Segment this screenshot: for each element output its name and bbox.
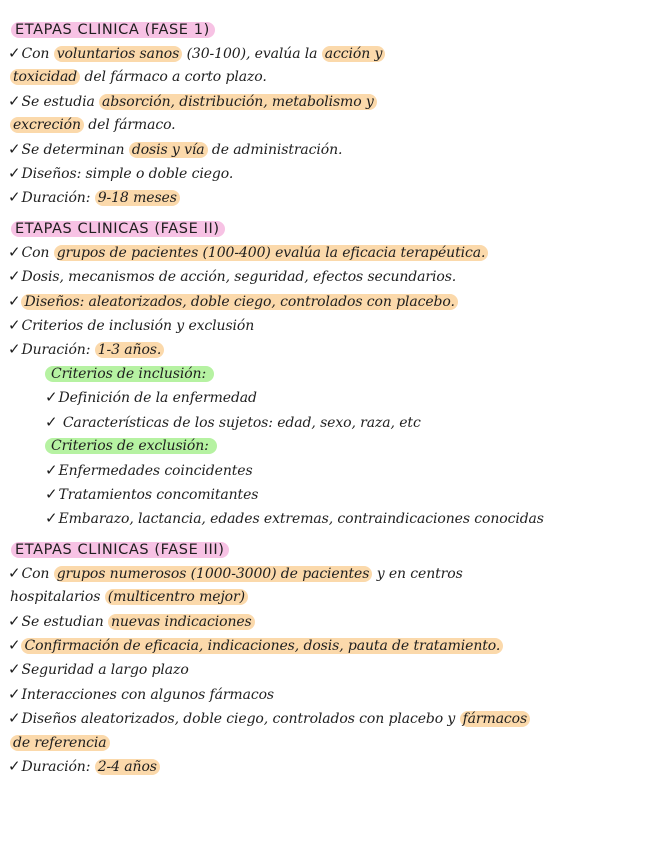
note-text: Criterios de inclusión y exclusión: [21, 318, 255, 335]
highlighted-text: acción y: [322, 46, 386, 62]
highlighted-text: de referencia: [10, 735, 110, 751]
phase-heading-text: ETAPAS CLINICAS (FASE II): [11, 221, 225, 237]
checkmark-icon: ✓: [8, 91, 21, 110]
highlighted-text: nuevas indicaciones: [108, 614, 255, 630]
note-line: [45, 435, 640, 458]
note-text: Duración:: [21, 190, 95, 207]
phase-heading: [11, 219, 640, 239]
note-line: [8, 314, 640, 338]
note-line: [8, 90, 640, 114]
checkmark-icon: ✓: [8, 188, 21, 207]
phase-section: [0, 219, 640, 532]
checkmark-icon: ✓: [45, 460, 58, 479]
checkmark-icon: ✓: [8, 291, 21, 310]
note-line: [8, 162, 640, 186]
highlighted-text: (multicentro mejor): [105, 589, 248, 605]
highlighted-text: Diseños: aleatorizados, doble ciego, controlados con placebo.: [21, 294, 457, 310]
note-line: [10, 732, 640, 755]
note-text: y en centros: [372, 565, 463, 582]
note-text: Duración:: [21, 758, 95, 775]
checkmark-icon: ✓: [8, 139, 21, 158]
criteria-label: Criterios de inclusión:: [45, 366, 214, 382]
highlighted-text: 2-4 años: [95, 759, 160, 775]
note-text: del fármaco a corto plazo.: [80, 69, 267, 86]
note-text: Diseños aleatorizados, doble ciego, controlados con placebo y: [21, 711, 460, 728]
note-line: [10, 66, 640, 89]
note-line: [45, 411, 640, 435]
note-line: [8, 683, 640, 707]
note-text: Con: [21, 244, 54, 261]
note-text: Dosis, mecanismos de acción, seguridad, efectos secundarios.: [21, 269, 457, 286]
checkmark-icon: ✓: [45, 509, 58, 528]
checkmark-icon: ✓: [8, 635, 21, 654]
note-text: Se estudian: [21, 613, 108, 630]
highlighted-text: voluntarios sanos: [54, 46, 183, 62]
checkmark-icon: ✓: [8, 756, 21, 775]
checkmark-icon: ✓: [8, 709, 21, 728]
note-line: [45, 386, 640, 410]
notes-page: [0, 14, 640, 787]
note-line: [8, 610, 640, 634]
note-text: del fármaco.: [83, 117, 176, 134]
highlighted-text: Confirmación de eficacia, indicaciones, dosis, pauta de tratamiento.: [21, 638, 503, 654]
checkmark-icon: ✓: [8, 242, 21, 261]
note-line: [8, 265, 640, 289]
note-text: Con: [21, 565, 54, 582]
checkmark-icon: ✓: [45, 412, 58, 431]
highlighted-text: dosis y vía: [129, 142, 208, 158]
criteria-label: Criterios de exclusión:: [45, 438, 217, 454]
note-line: [8, 338, 640, 362]
note-line: [8, 634, 640, 658]
note-text: Seguridad a largo plazo: [21, 662, 189, 679]
checkmark-icon: ✓: [8, 563, 21, 582]
note-text: Se determinan: [21, 141, 129, 158]
note-text: Enfermedades coincidentes: [58, 462, 253, 479]
note-text: Definición de la enfermedad: [58, 390, 257, 407]
checkmark-icon: ✓: [8, 340, 21, 359]
phase-section: [0, 540, 640, 780]
checkmark-icon: ✓: [8, 316, 21, 335]
highlighted-text: excreción: [10, 117, 84, 133]
note-text: Con: [21, 46, 54, 62]
note-text: Tratamientos concomitantes: [58, 486, 259, 503]
note-text: Diseños: simple o doble ciego.: [21, 166, 234, 183]
phase-heading: [11, 20, 640, 40]
note-text: de administración.: [207, 141, 343, 158]
note-text: Interacciones con algunos fármacos: [21, 686, 275, 703]
highlighted-text: grupos numerosos (1000-3000) de pacientes: [54, 566, 373, 582]
checkmark-icon: ✓: [8, 660, 21, 679]
checkmark-icon: ✓: [8, 44, 21, 62]
note-line: [8, 42, 640, 66]
note-line: [8, 138, 640, 162]
note-line: [45, 459, 640, 483]
checkmark-icon: ✓: [45, 388, 58, 407]
phase-heading-text: ETAPAS CLINICA (FASE 1): [11, 22, 215, 38]
highlighted-text: 1-3 años.: [95, 342, 165, 358]
highlighted-text: grupos de pacientes (100-400) evalúa la eficacia terapéutica.: [54, 245, 489, 261]
note-text: Embarazo, lactancia, edades extremas, contraindicaciones conocidas: [58, 511, 544, 528]
phase-section: [0, 20, 640, 211]
note-line: [8, 241, 640, 265]
note-line: [45, 507, 640, 531]
note-line: [8, 290, 640, 314]
note-line: [8, 562, 640, 586]
note-line: [45, 483, 640, 507]
checkmark-icon: ✓: [8, 611, 21, 630]
note-line: [8, 658, 640, 682]
checkmark-icon: ✓: [8, 164, 21, 183]
note-text: Características de los sujetos: edad, sexo, raza, etc: [58, 414, 421, 431]
note-line: [10, 586, 640, 609]
note-line: [10, 114, 640, 137]
checkmark-icon: ✓: [45, 484, 58, 503]
phase-heading-text: ETAPAS CLINICAS (FASE III): [11, 542, 229, 558]
highlighted-text: fármacos: [460, 711, 531, 727]
highlighted-text: absorción, distribución, metabolismo y: [99, 94, 377, 110]
phase-heading: [11, 540, 640, 560]
note-text: Se estudia: [21, 93, 100, 110]
note-line: [8, 707, 640, 731]
checkmark-icon: ✓: [8, 267, 21, 286]
checkmark-icon: ✓: [8, 684, 21, 703]
note-line: [45, 363, 640, 386]
note-text: Duración:: [21, 342, 95, 359]
note-text: (30-100), evalúa la: [182, 46, 322, 62]
note-line: [8, 755, 640, 779]
highlighted-text: toxicidad: [10, 69, 80, 85]
note-text: hospitalarios: [10, 589, 105, 606]
note-line: [8, 186, 640, 210]
highlighted-text: 9-18 meses: [95, 190, 180, 206]
